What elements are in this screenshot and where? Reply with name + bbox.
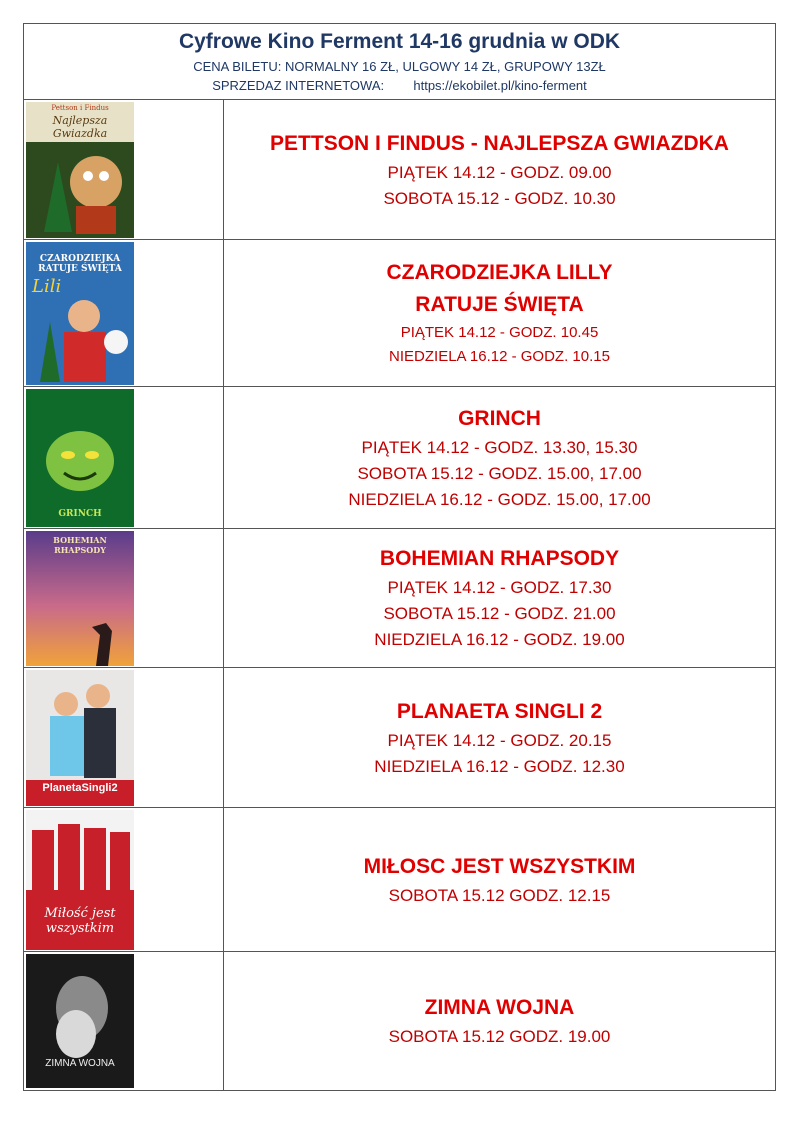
movie-row — [24, 808, 775, 952]
poster-top-text: Lili — [32, 276, 62, 297]
movie-info — [224, 387, 775, 528]
showtime: SOBOTA 15.12 GODZ. 19.00 — [388, 1027, 611, 1046]
showtime: NIEDZIELA 16.12 - GODZ. 19.00 — [374, 630, 625, 649]
movie-row — [24, 529, 775, 668]
poster-cell — [24, 100, 224, 239]
poster-title-text: ZIMNA WOJNA — [45, 1058, 115, 1069]
movie-row — [24, 668, 775, 808]
movie-info — [224, 808, 775, 951]
movie-info — [224, 100, 775, 239]
poster-cell — [24, 387, 224, 528]
movie-row — [24, 952, 775, 1090]
movie-title: PLANAETA SINGLI 2 — [396, 699, 603, 723]
movie-title: BOHEMIAN RHAPSODY — [379, 547, 620, 570]
poster-title-text: Miłość jest wszystkim — [44, 906, 116, 936]
showtime: PIĄTEK 14.12 - GODZ. 20.15 — [387, 730, 612, 750]
showtime: NIEDZIELA 16.12 - GODZ. 12.30 — [374, 756, 625, 776]
showtime: SOBOTA 15.12 GODZ. 12.15 — [388, 885, 611, 905]
poster-title-text: PlanetaSingli2 — [42, 782, 118, 794]
poster-cell — [24, 529, 224, 667]
movie-poster — [26, 242, 134, 385]
showtime: NIEDZIELA 16.12 - GODZ. 10.15 — [389, 348, 610, 365]
movie-row — [24, 387, 775, 529]
movie-poster — [26, 810, 134, 950]
movie-title: CZARODZIEJKA LILLY — [386, 261, 613, 284]
poster-cell — [24, 240, 224, 386]
poster-title-text: BOHEMIAN RHAPSODY — [53, 535, 107, 555]
movie-info — [224, 240, 775, 386]
poster-title-text: Najlepsza Gwiazdka — [52, 114, 108, 140]
header — [24, 24, 775, 100]
movie-poster — [26, 670, 134, 806]
movie-poster — [26, 954, 134, 1088]
movie-info — [224, 952, 775, 1090]
showtime: PIĄTEK 14.12 - GODZ. 17.30 — [387, 578, 612, 597]
poster-top-text: Pettson i Findus — [51, 104, 109, 112]
movie-row — [24, 100, 775, 240]
movie-title: PETTSON I FINDUS - NAJLEPSZA GWIAZDKA — [270, 131, 729, 155]
movie-title: ZIMNA WOJNA — [424, 996, 575, 1019]
movie-poster — [26, 531, 134, 666]
movie-title: GRINCH — [458, 406, 541, 430]
poster-title-text: GRINCH — [58, 509, 102, 519]
online-sale-label: SPRZEDAZ INTERNETOWA: — [212, 78, 385, 93]
movie-info — [224, 529, 775, 667]
movie-poster — [26, 389, 134, 527]
movie-title: MIŁOSC JEST WSZYSTKIM — [363, 854, 636, 878]
poster-image — [26, 389, 134, 527]
movie-info — [224, 668, 775, 807]
movie-poster — [26, 102, 134, 238]
movie-title: RATUJE ŚWIĘTA — [415, 293, 584, 316]
showtime: SOBOTA 15.12 - GODZ. 15.00, 17.00 — [357, 463, 642, 483]
showtime: PIĄTEK 14.12 - GODZ. 13.30, 15.30 — [361, 437, 638, 457]
showtime: SOBOTA 15.12 - GODZ. 21.00 — [383, 604, 616, 623]
page-title: Cyfrowe Kino Ferment 14-16 grudnia w ODK — [178, 30, 621, 53]
poster-title-text: CZARODZIEJKA RATUJE ŚWIĘTA — [38, 254, 122, 274]
showtime: PIĄTEK 14.12 - GODZ. 09.00 — [387, 162, 612, 182]
poster-cell — [24, 668, 224, 807]
online-sale — [24, 76, 775, 95]
poster-cell — [24, 952, 224, 1090]
poster-cell — [24, 808, 224, 951]
online-sale-link[interactable]: https://ekobilet.pl/kino-ferment — [413, 78, 587, 93]
showtime: NIEDZIELA 16.12 - GODZ. 15.00, 17.00 — [348, 489, 651, 509]
showtime: SOBOTA 15.12 - GODZ. 10.30 — [383, 188, 616, 208]
repertoire-table — [23, 23, 776, 1091]
movie-row — [24, 240, 775, 387]
showtime: PIĄTEK 14.12 - GODZ. 10.45 — [400, 324, 599, 341]
ticket-prices: CENA BILETU: NORMALNY 16 ZŁ, ULGOWY 14 ZŁ, GRUPOWY 13ZŁ — [193, 59, 606, 74]
